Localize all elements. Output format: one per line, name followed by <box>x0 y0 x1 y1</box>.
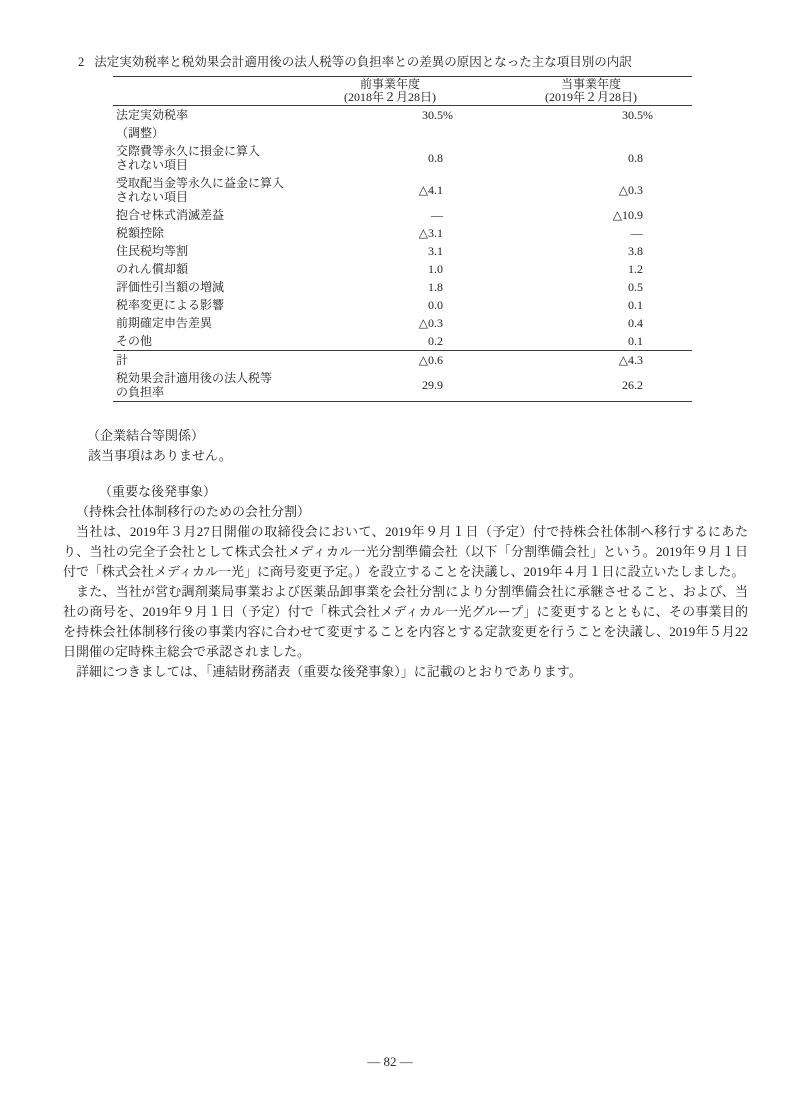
curr-year-date: (2019年２月28日) <box>545 90 637 104</box>
row-value-prev: 30.5% <box>422 108 453 122</box>
tax-rate-reconciliation-table <box>113 76 692 402</box>
row-label: （調整） <box>116 126 165 140</box>
subsequent-events-paragraph-3: 詳細につきましては、「連結財務諸表（重要な後発事象）」に記載のとおりであります。 <box>76 664 582 679</box>
row-value-prev: 3.1 <box>428 244 443 258</box>
page-number: ― 82 ― <box>367 1054 413 1069</box>
row-value-prev: 0.0 <box>428 298 443 312</box>
table-row <box>113 350 692 369</box>
table-row <box>113 142 692 174</box>
row-value-prev: △0.3 <box>418 316 443 330</box>
label-column-header <box>113 78 290 104</box>
row-value-curr: 3.8 <box>628 244 643 258</box>
prev-year-date: (2018年２月28日) <box>344 90 436 104</box>
table-row <box>113 278 692 296</box>
prev-year-period: 前事業年度 <box>359 77 420 91</box>
col-header-prev-year <box>290 78 490 104</box>
table-row <box>113 314 692 332</box>
row-value-prev: △3.1 <box>418 226 443 240</box>
section-number: 2 <box>78 55 85 69</box>
section-business-combination-body: 該当事項はありません。 <box>88 448 232 463</box>
row-label: 税額控除 <box>116 226 165 240</box>
row-value-curr: △4.3 <box>618 353 643 367</box>
row-value-curr: 0.1 <box>628 334 643 348</box>
section-company-split-subheading: （持株会社体制移行のための会社分割） <box>76 504 311 519</box>
table-header-row <box>113 77 692 106</box>
row-value-curr: 0.8 <box>628 151 643 165</box>
row-value-curr: ― <box>631 226 643 240</box>
row-value-curr: 0.4 <box>628 316 643 330</box>
section-subsequent-events-heading: （重要な後発事象） <box>99 484 217 499</box>
row-label: 評価性引当額の増減 <box>116 280 225 294</box>
row-label: 税効果会計適用後の法人税等 の負担率 <box>116 371 273 399</box>
table-row <box>113 369 692 401</box>
row-label: 交際費等永久に損金に算入 されない項目 <box>116 144 261 172</box>
curr-year-period: 当事業年度 <box>560 77 621 91</box>
row-value-prev: △4.1 <box>418 183 443 197</box>
col-header-curr-year <box>490 78 692 104</box>
subsequent-events-paragraph-2: また、当社が営む調剤薬局事業および医薬品卸事業を会社分割により分割準備会社に承継させること、および、当社の商号を、2019年９月１日（予定）付で「株式会社メディカル一光グループ」に変更するとともに、その事業目的を持株会社体制移行後の事業内容に合わせて変更することを内容とする定款変更を行うことを決議し、2019年５月22日開催の定時株主総会で承認されました。 <box>63 584 748 659</box>
section-business-combination-heading: （企業結合等関係） <box>87 428 205 443</box>
section-title-text: 法定実効税率と税効果会計適用後の法人税等の負担率との差異の原因となった主な項目別の内訳 <box>94 55 632 69</box>
row-value-curr: 26.2 <box>622 378 643 392</box>
row-label: 法定実効税率 <box>116 108 189 122</box>
row-label: 住民税均等割 <box>116 244 189 258</box>
page-title <box>78 54 748 70</box>
row-value-prev: 1.0 <box>428 262 443 276</box>
table-row <box>113 296 692 314</box>
table-row <box>113 206 692 224</box>
row-label: 税率変更による影響 <box>116 298 225 312</box>
row-value-curr: 1.2 <box>628 262 643 276</box>
row-value-curr: 0.1 <box>628 298 643 312</box>
row-value-prev: 0.8 <box>428 151 443 165</box>
table-row <box>113 224 692 242</box>
table-body <box>113 106 692 401</box>
row-value-prev: 29.9 <box>422 378 443 392</box>
row-label: 計 <box>116 353 129 367</box>
table-row <box>113 174 692 206</box>
row-label: のれん償却額 <box>116 262 189 276</box>
table-row <box>113 106 692 124</box>
table-row <box>113 332 692 350</box>
row-value-prev: 1.8 <box>428 280 443 294</box>
row-value-curr: △10.9 <box>612 208 643 222</box>
row-value-curr: 30.5% <box>622 108 653 122</box>
row-label: その他 <box>116 334 153 348</box>
row-value-curr: 0.5 <box>628 280 643 294</box>
table-row <box>113 242 692 260</box>
table-row <box>113 260 692 278</box>
row-label: 受取配当金等永久に益金に算入 されない項目 <box>116 176 285 204</box>
row-value-prev: 0.2 <box>428 334 443 348</box>
row-value-prev: △0.6 <box>418 353 443 367</box>
row-value-curr: △0.3 <box>618 183 643 197</box>
row-label: 抱合せ株式消滅差益 <box>116 208 225 222</box>
row-value-prev: ― <box>431 208 443 222</box>
subsequent-events-paragraph-1: 当社は、2019年３月27日開催の取締役会において、2019年９月１日（予定）付で持株会社体制へ移行するにあたり、当社の完全子会社として株式会社メディカル一光分割準備会社（以下「分割準備会社」という。2019年９月１日付で「株式会社メディカル一光」に商号変更予定。）を設立することを決議し、2019年４月１日に設立いたしました。 <box>63 524 748 579</box>
table-row <box>113 124 692 142</box>
row-label: 前期確定申告差異 <box>116 316 213 330</box>
